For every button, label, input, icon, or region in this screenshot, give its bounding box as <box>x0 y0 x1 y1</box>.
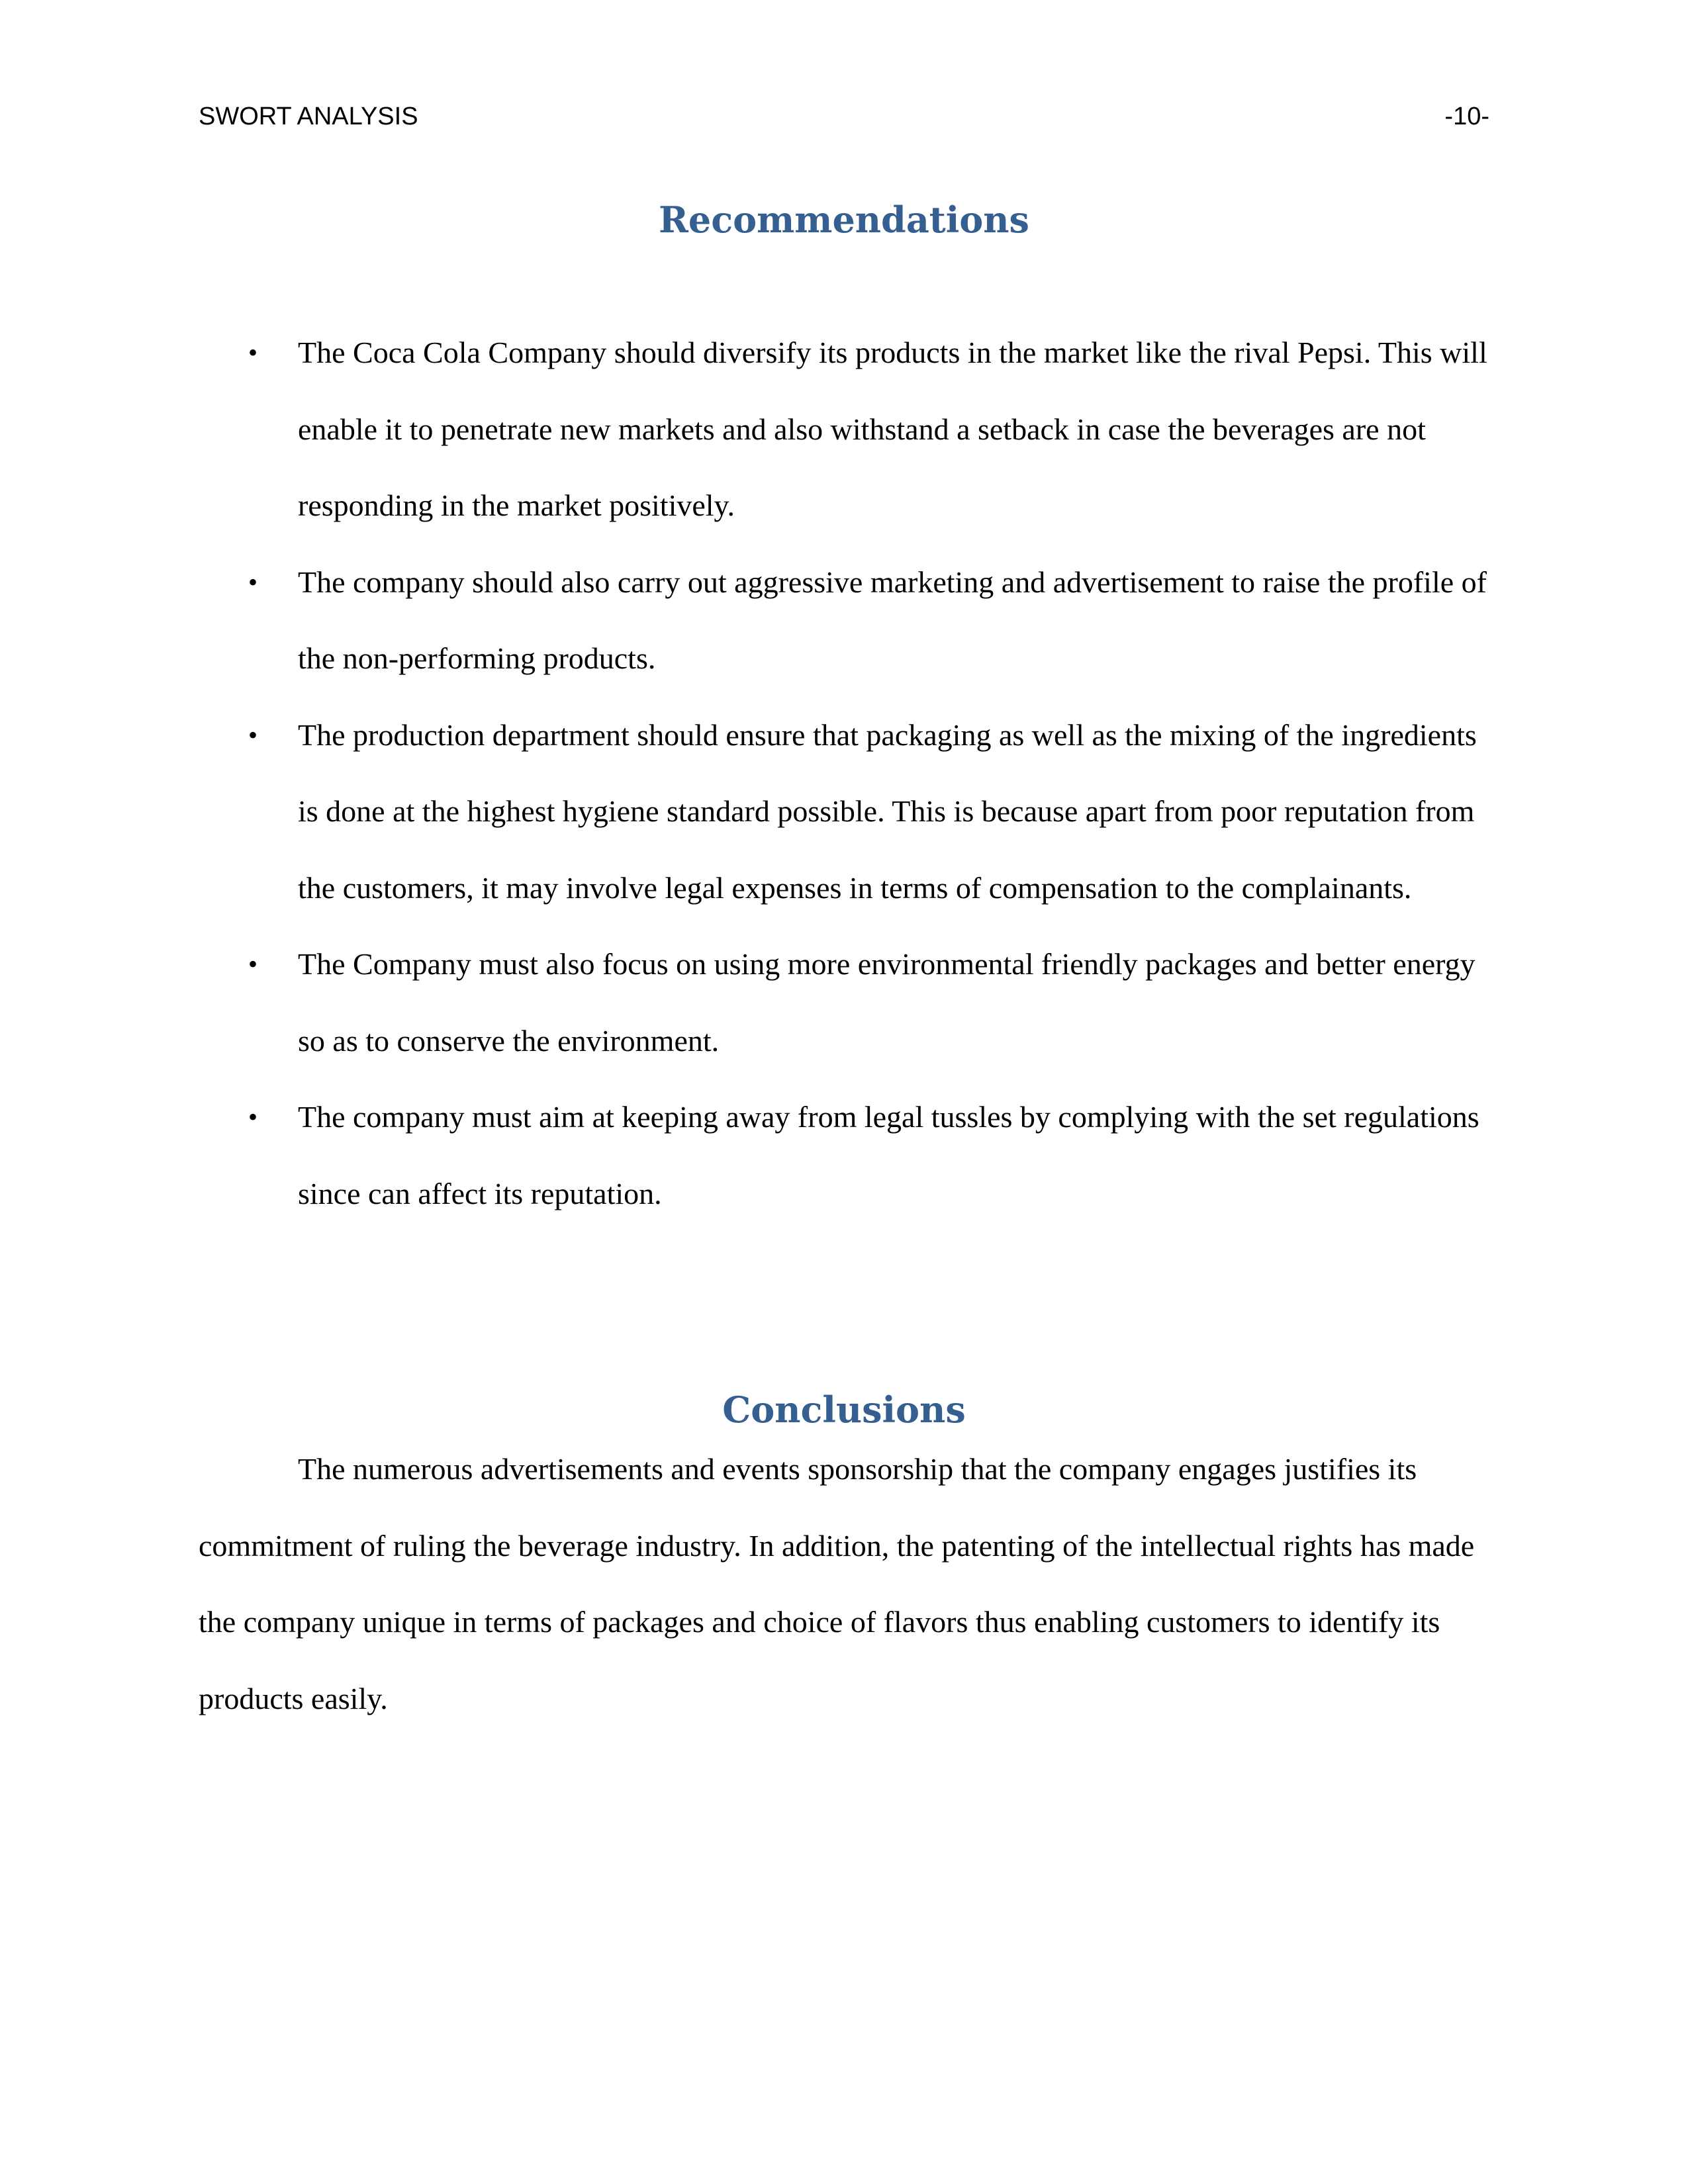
recommendation-text: The Coca Cola Company should diversify its products in the market like the rival Pepsi. This will enable it to penetrate new markets and also withstand a setback in case the beverages are not responding in the market positively. <box>298 336 1487 522</box>
running-header-title: SWORT ANALYSIS <box>199 103 418 130</box>
recommendation-text: The Company must also focus on using more environmental friendly packages and better energy so as to conserve the environment. <box>298 947 1476 1058</box>
recommendations-list <box>199 314 1496 1232</box>
recommendations-heading: Recommendations <box>659 199 1029 241</box>
recommendation-item <box>199 314 1496 544</box>
bullet-icon: • <box>248 719 258 750</box>
recommendation-text: The production department should ensure that packaging as well as the mixing of the ingredients is done at the highest hygiene standard possible. This is because apart from poor reputation from the customers, it may involve legal expenses in terms of compensation to the complainants. <box>298 717 1477 905</box>
bullet-icon: • <box>248 949 258 979</box>
recommendation-item <box>199 697 1496 927</box>
page-number: -10- <box>1444 103 1489 130</box>
bullet-icon: • <box>248 338 258 367</box>
recommendation-text: The company should also carry out aggressive marketing and advertisement to raise the profile of the non-performing products. <box>298 565 1487 675</box>
recommendation-item <box>199 926 1496 1079</box>
conclusions-heading: Conclusions <box>722 1388 966 1431</box>
recommendation-item <box>199 544 1496 697</box>
running-header <box>199 103 1489 136</box>
bullet-icon: • <box>248 567 258 597</box>
conclusions-paragraph: The numerous advertisements and events sponsorship that the company engages justifies its commitment of ruling the beverage industry. In addition, the patenting of the intellectual rights has made the company unique in terms of packages and choice of flavors thus enabling customers to identify its products easily. <box>199 1452 1475 1715</box>
bullet-icon: • <box>248 1102 258 1132</box>
recommendation-item <box>199 1079 1496 1232</box>
recommendation-text: The company must aim at keeping away from legal tussles by complying with the set regulations since can affect its reputation. <box>298 1100 1479 1210</box>
